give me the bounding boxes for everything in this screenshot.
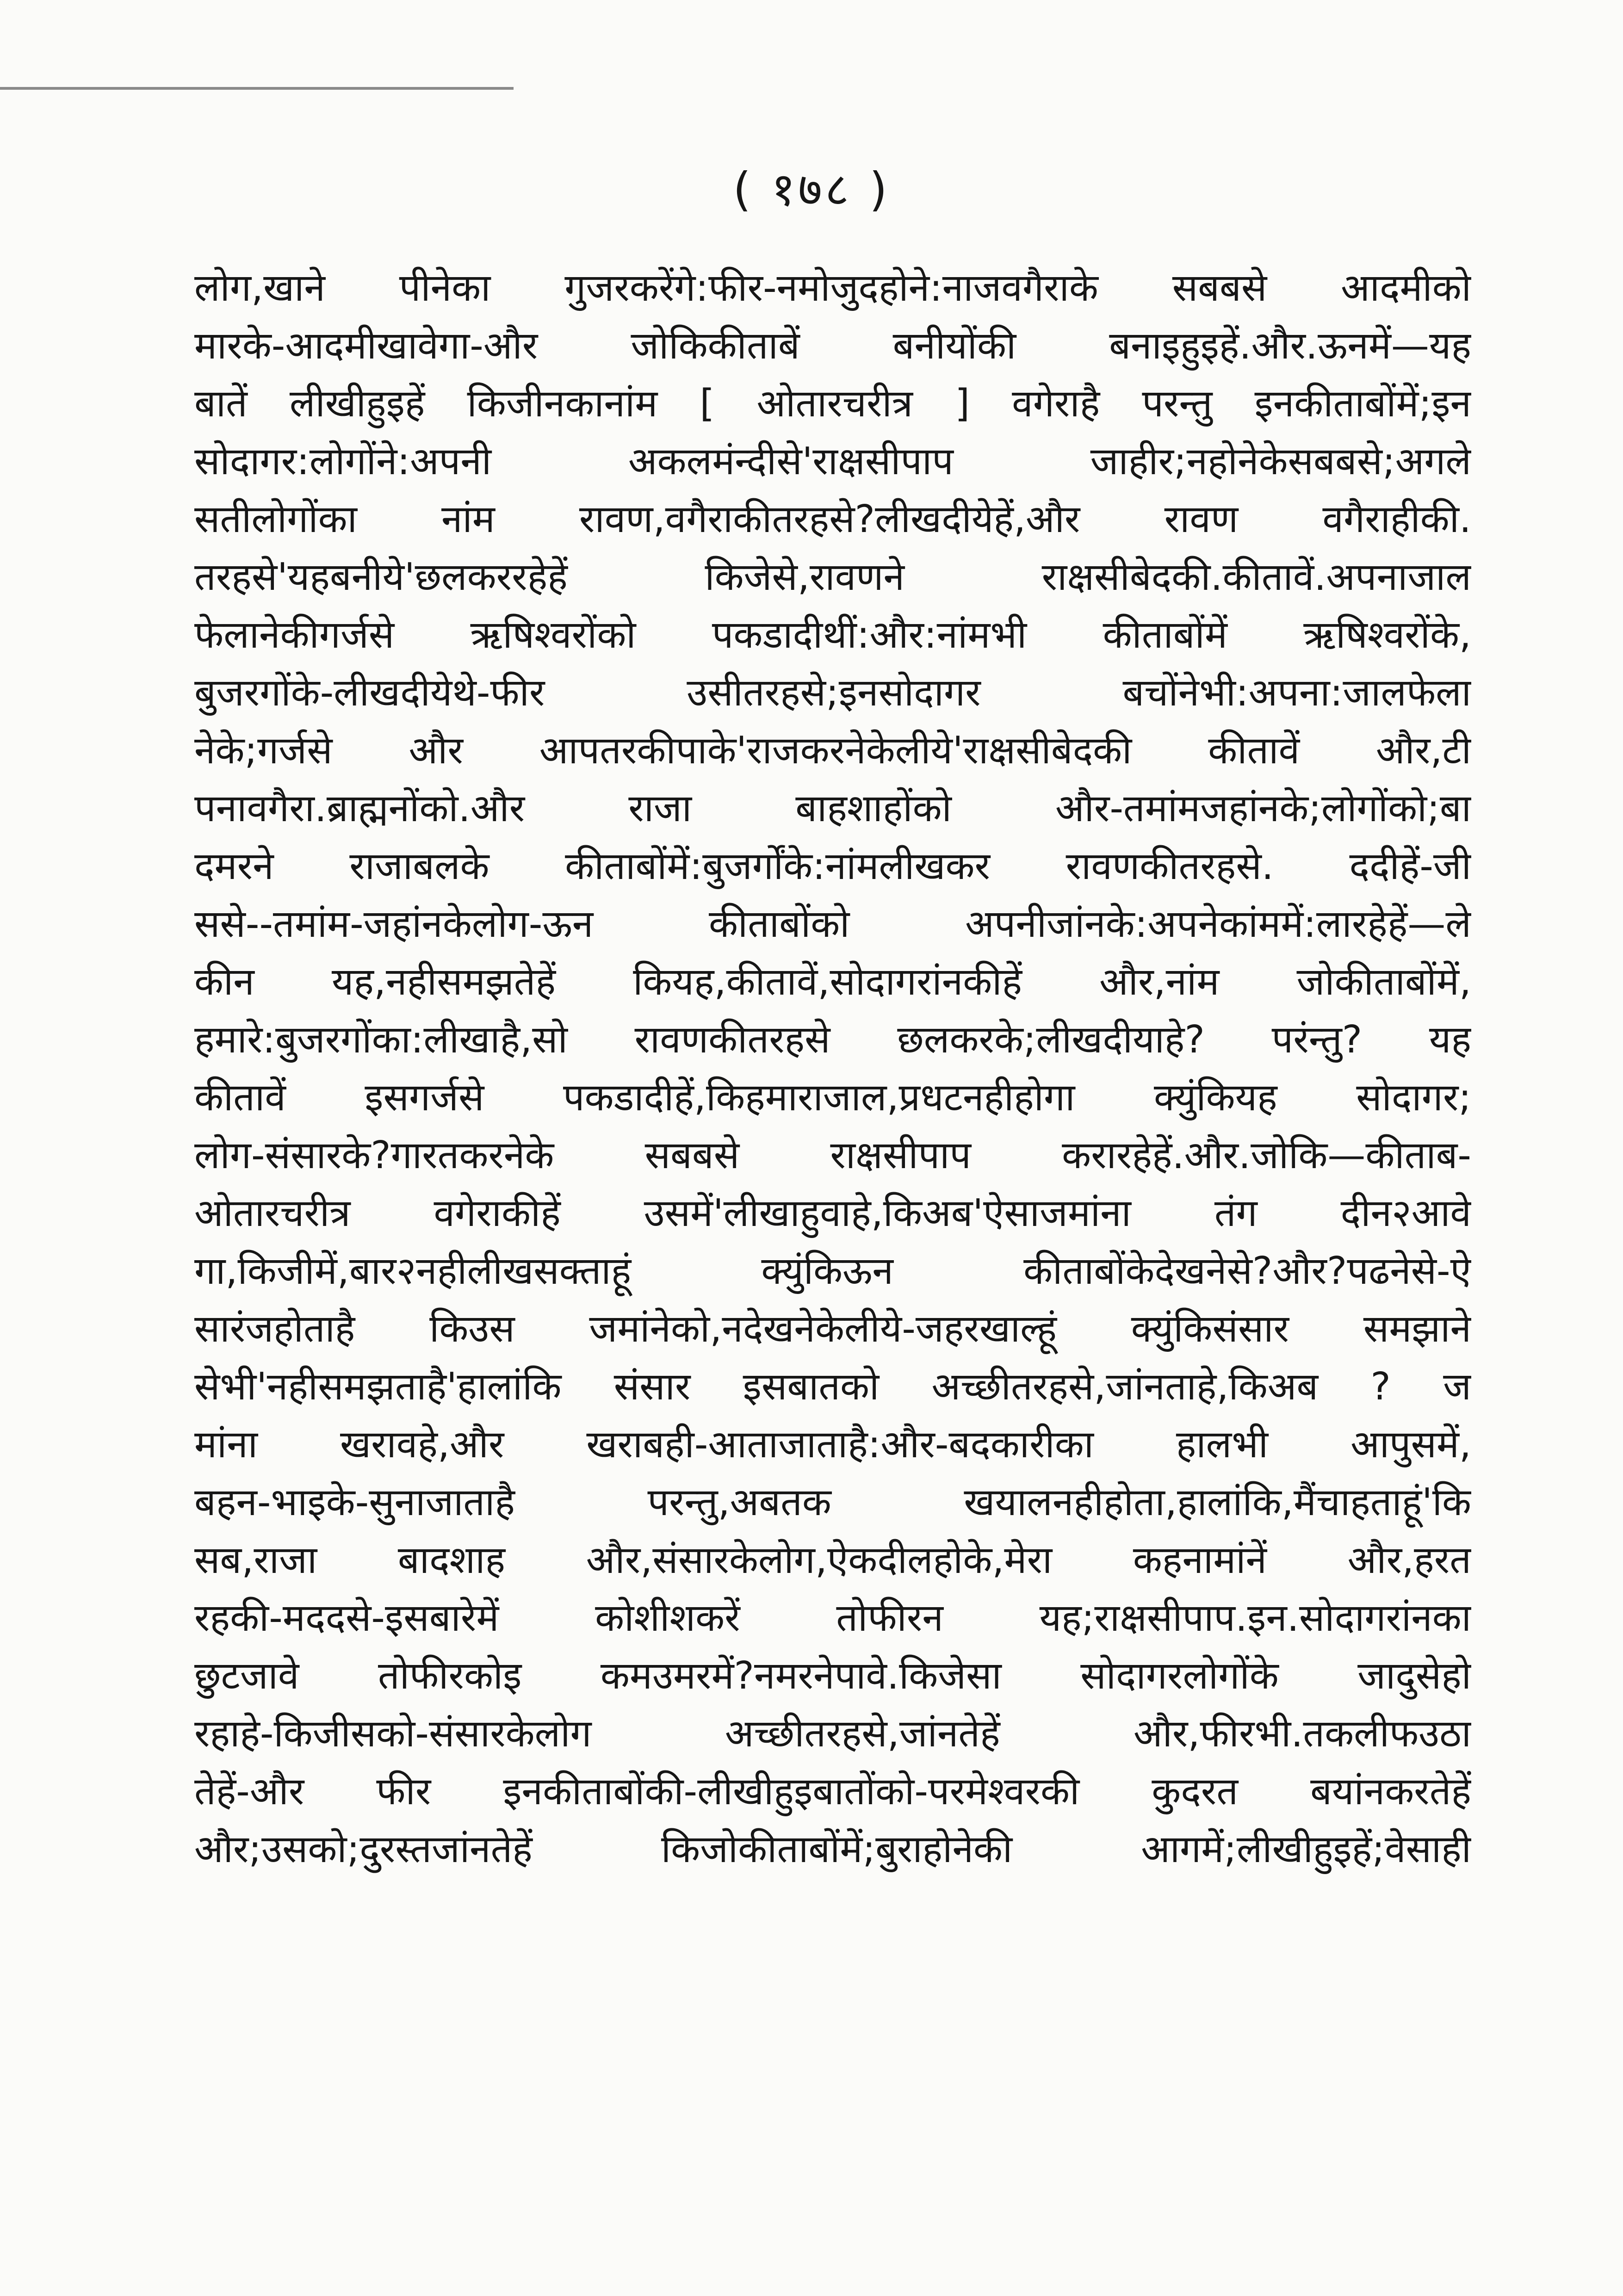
text-line: फेलानेकीगर्जसे ऋषिश्वरोंको पकडादीथीं:और:नांमभी कीताबोंमें ऋषिश्वरोंके, bbox=[194, 613, 1471, 657]
text-line: सारंजहोताहै किउस जमांनेको,नदेखनेकेलीये-जहरखाल्हूं क्युंकिसंसार समझाने bbox=[194, 1307, 1471, 1351]
text-line: बहन-भाइके-सुनाजाताहै परन्तु,अबतक खयालनहीहोता,हालांकि,मैंचाहताहूं'कि bbox=[194, 1480, 1471, 1524]
scan-edge-rule bbox=[0, 87, 514, 90]
text-line: छुटजावे तोफीरकोइ कमउमरमें?नमरनेपावे.किजेसा सोदागरलोगोंके जादुसेहो bbox=[194, 1654, 1471, 1698]
page-number: ( १७८ ) bbox=[733, 162, 890, 217]
text-line: ससे--तमांम-जहांनकेलोग-ऊन कीताबोंको अपनीजांनके:अपनेकांममें:लारहेहें—ले bbox=[194, 902, 1471, 946]
text-line: तेहें-और फीर इनकीताबोंकी-लीखीहुइबातोंको-परमेश्वरकी कुदरत बयांनकरतेहें bbox=[194, 1770, 1471, 1813]
text-line: सब,राजा बादशाह और,संसारकेलोग,ऐकदीलहोके,मेरा कहनामांनें और,हरत bbox=[194, 1538, 1471, 1582]
text-line: मांना खरावहे,और खराबही-आताजाताहै:और-बदकारीका हालभी आपुसमें, bbox=[194, 1423, 1471, 1467]
text-line: कीतावें इसगर्जसे पकडादीहें,किहमाराजाल,प्रधटनहीहोगा क्युंकियह सोदागर; bbox=[194, 1076, 1471, 1120]
text-line: मारके-आदमीखावेगा-और जोकिकीताबें बनीयोंकी बनाइहुइहें.और.ऊनमें—यह bbox=[194, 324, 1471, 368]
text-line: पनावगैरा.ब्राह्मनोंको.और राजा बाहशाहोंको और-तमांमजहांनके;लोगोंको;बा bbox=[194, 786, 1471, 830]
text-line: लोग,खाने पीनेका गुजरकरेंगे:फीर-नमोजुदहोने:नाजवगैराके सबबसे आदमीको bbox=[194, 266, 1471, 310]
text-line: नेके;गर्जसे और आपतरकीपाके'राजकरनेकेलीये'राक्षसीबेदकी कीतावें और,टी bbox=[194, 729, 1471, 773]
text-line: और;उसको;दुरस्तजांनतेहें किजोकीताबोंमें;बुराहोनेकी आगमें;लीखीहुइहें;वेसाही bbox=[194, 1827, 1471, 1871]
text-line: सेभी'नहीसमझताहै'हालांकि संसार इसबातको अच्छीतरहसे,जांनताहे,किअब ? ज bbox=[194, 1365, 1471, 1409]
text-line: दमरने राजाबलके कीताबोंमें:बुजर्गोंके:नांमलीखकर रावणकीतरहसे. ददीहें-जी bbox=[194, 844, 1471, 888]
text-line: लोग-संसारके?गारतकरनेके सबबसे राक्षसीपाप करारहेहें.और.जोकि—कीताब- bbox=[194, 1133, 1471, 1177]
text-line: गा,किजीमें,बार२नहीलीखसक्ताहूं क्युंकिऊन कीताबोंकेदेखनेसे?और?पढनेसे-ऐ bbox=[194, 1249, 1471, 1293]
text-line: तरहसे'यहबनीये'छलकररहेहें किजेसे,रावणने राक्षसीबेदकी.कीतावें.अपनाजाल bbox=[194, 555, 1471, 599]
text-line: रहकी-मददसे-इसबारेमें कोशीशकरें तोफीरन यह;राक्षसीपाप.इन.सोदागरांनका bbox=[194, 1596, 1471, 1640]
text-line: रहाहे-किजीसको-संसारकेलोग अच्छीतरहसे,जांनतेहें और,फीरभी.तकलीफउठा bbox=[194, 1712, 1471, 1756]
text-line: बुजरगोंके-लीखदीयेथे-फीर उसीतरहसे;इनसोदागर बचोंनेभी:अपना:जालफेला bbox=[194, 671, 1471, 715]
body-text bbox=[194, 259, 1471, 1878]
text-line: सोदागर:लोगोंने:अपनी अकलमंन्दीसे'राक्षसीपाप जाहीर;नहोनेकेसबबसे;अगले bbox=[194, 439, 1471, 483]
text-line: सतीलोगोंका नांम रावण,वगैराकीतरहसे?लीखदीयेहें,और रावण वगैराहीकी. bbox=[194, 497, 1471, 541]
text-line: कीन यह,नहीसमझतेहें कियह,कीतावें,सोदागरांनकीहें और,नांम जोकीताबोंमें, bbox=[194, 960, 1471, 1004]
text-line: हमारे:बुजरगोंका:लीखाहै,सो रावणकीतरहसे छलकरके;लीखदीयाहे? परंन्तु? यह bbox=[194, 1018, 1471, 1062]
text-line: बातें लीखीहुइहें किजीनकानांम [ ओतारचरीत्र ] वगेराहै परन्तु इनकीताबोंमें;इन bbox=[194, 382, 1471, 426]
text-line: ओतारचरीत्र वगेराकीहें उसमें'लीखाहुवाहे,किअब'ऐसाजमांना तंग दीन२आवे bbox=[194, 1191, 1471, 1235]
